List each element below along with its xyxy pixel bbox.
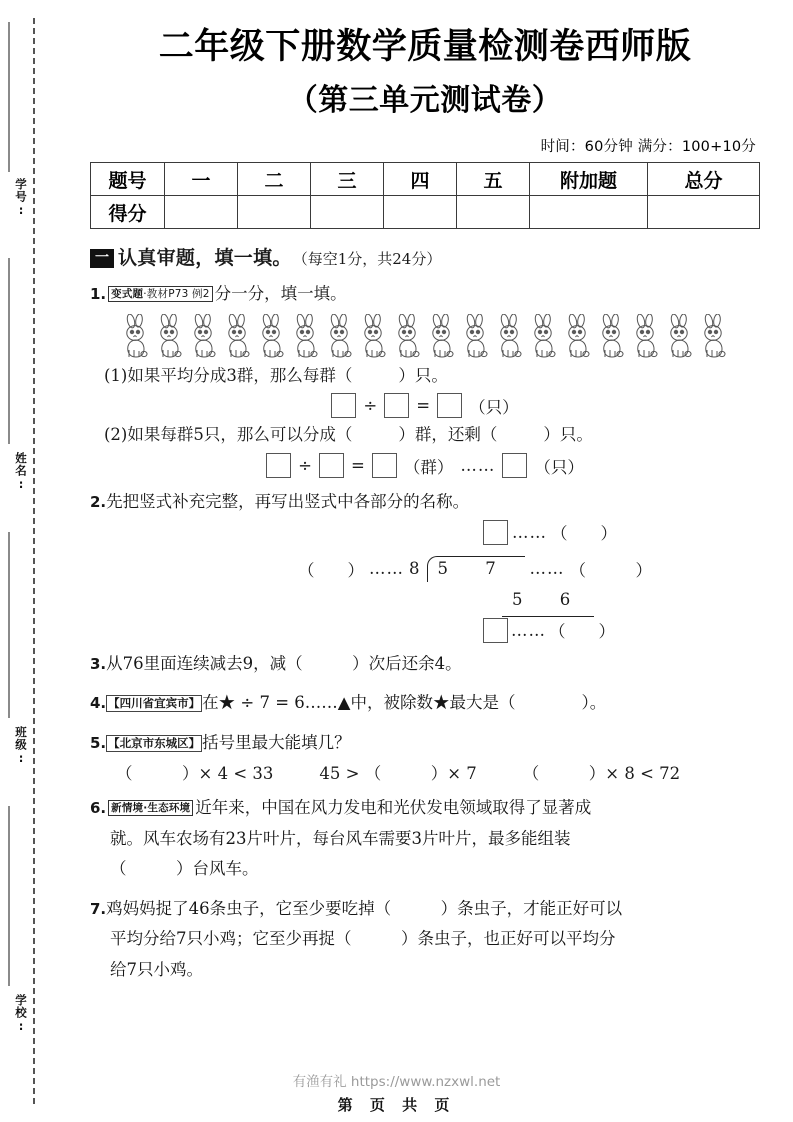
- exam-meta-info: 时间：60分钟 满分：100+10分: [540, 139, 756, 156]
- question-1-tag-label: 变式题: [111, 288, 144, 301]
- question-6-tag: [108, 800, 193, 816]
- question-7: [90, 894, 760, 925]
- long-division-quotient-line: [483, 520, 617, 545]
- question-6-line-3[interactable]: （ ）台风车。: [110, 859, 259, 879]
- question-1-sub-2-equation: [90, 453, 760, 478]
- seal-solid-line-2: [8, 258, 10, 444]
- question-1-sub-2-label: (2): [104, 425, 128, 445]
- question-7-line-2: 平均分给7只小鸡；它至少再捉（ ）条虫子，也正好可以平均分: [110, 929, 616, 949]
- answer-box[interactable]: [266, 453, 291, 478]
- divisor-dots: ……: [369, 559, 404, 579]
- score-cell-0[interactable]: [165, 196, 238, 229]
- seal-solid-line-3: [8, 532, 10, 718]
- answer-box[interactable]: [319, 453, 344, 478]
- rabbit-icon: [120, 314, 153, 359]
- score-table-col-1: 二: [238, 163, 311, 196]
- rabbit-icon: [698, 314, 731, 359]
- score-table-col-2: 三: [311, 163, 384, 196]
- question-5: [90, 728, 760, 759]
- question-1-number: 1.: [90, 285, 107, 304]
- score-table-row-label-0: 题号: [91, 163, 165, 196]
- table-row-header: [91, 163, 760, 196]
- question-7-line-3: 给7只小鸡。: [110, 959, 203, 979]
- quotient-name-blank[interactable]: （ ）: [551, 524, 617, 544]
- question-6-line-3-wrap: [90, 854, 760, 885]
- question-6-tag-label: 新情境: [111, 802, 144, 815]
- seal-solid-line-1: [8, 22, 10, 172]
- long-division-main-line: [298, 556, 652, 582]
- score-table-col-0: 一: [165, 163, 238, 196]
- question-7-line-2-wrap: [90, 924, 760, 955]
- question-5-item-3[interactable]: （ ）× 8 < 72: [522, 764, 681, 784]
- long-division-remainder-line: [483, 618, 615, 643]
- equals-sign: =: [351, 456, 365, 476]
- section-heading-1: [90, 243, 760, 270]
- score-cell-4[interactable]: [457, 196, 530, 229]
- seal-dashed-line: [33, 18, 35, 1104]
- score-cell-6[interactable]: [648, 196, 760, 229]
- rabbit-icon: [630, 314, 663, 359]
- question-2-stem: 先把竖式补充完整，再写出竖式中各部分的名称。: [106, 492, 470, 512]
- rabbit-icon: [460, 314, 493, 359]
- rabbit-icon: [392, 314, 425, 359]
- question-3: [90, 649, 760, 680]
- question-1-sub-1-equation: [90, 393, 760, 418]
- question-1-sub-1-text-a: 如果平均分成3群，那么每群（: [127, 365, 353, 385]
- rabbit-icon: [154, 314, 187, 359]
- rabbit-icon: [290, 314, 323, 359]
- division-bracket: [427, 556, 525, 582]
- section-points: （每空1分，共24分）: [292, 250, 442, 269]
- page-number-footer: 第 页 共 页: [337, 1096, 456, 1114]
- seal-label-class: 班级:: [14, 726, 28, 766]
- subtraction-rule-line: [502, 616, 594, 617]
- dividend-value: 5 7: [437, 558, 512, 578]
- score-table-col-5: 附加题: [530, 163, 648, 196]
- equals-sign: =: [416, 396, 431, 416]
- score-table: [90, 162, 760, 229]
- unit-label-group: （群）: [403, 457, 454, 477]
- question-4-region-tag: 【四川省宜宾市】: [108, 696, 201, 711]
- question-5-item-1[interactable]: （ ）× 4 < 33: [116, 764, 274, 784]
- question-2: [90, 487, 760, 518]
- question-4-number: 4.: [90, 694, 107, 713]
- remainder-name-blank[interactable]: （ ）: [549, 622, 615, 642]
- quotient-answer-box[interactable]: [483, 520, 508, 545]
- answer-box[interactable]: [502, 453, 527, 478]
- rabbit-icon: [562, 314, 595, 359]
- question-6: [90, 793, 760, 824]
- answer-box[interactable]: [372, 453, 397, 478]
- unit-label: （只）: [469, 397, 519, 417]
- dividend-name-blank[interactable]: （ ）: [569, 560, 652, 580]
- question-6-line-1: 近年来，中国在风力发电和光伏发电领域取得了显著成: [195, 798, 592, 818]
- answer-box[interactable]: [331, 393, 356, 418]
- question-4-text: 在★ ÷ 7 = 6……▲中，被除数★最大是（ ）。: [202, 693, 607, 713]
- score-cell-3[interactable]: [384, 196, 457, 229]
- rabbit-illustration-row: [90, 314, 760, 359]
- question-6-number: 6.: [90, 799, 107, 818]
- question-1-sub-2-text-b: ）群，还剩（: [398, 425, 498, 445]
- question-3-text: 从76里面连续减去9，减（ ）次后还余4。: [106, 653, 462, 673]
- question-5-number: 5.: [90, 733, 107, 752]
- question-1-sub-2-text-c: ）只。: [543, 425, 593, 445]
- left-margin-seal-zone: [0, 0, 62, 1122]
- question-1-sub-1: [90, 361, 760, 391]
- divisor-value: 8: [409, 559, 420, 579]
- page-subtitle: （第三单元测试卷）: [287, 83, 563, 119]
- question-7-line-3-wrap: [90, 955, 760, 986]
- question-2-number: 2.: [90, 493, 107, 512]
- long-division-diagram: [90, 520, 760, 640]
- question-5-items: [90, 760, 760, 784]
- quotient-dots: ……: [512, 522, 547, 542]
- question-1-tag-ref: ·教材P73 例2: [143, 288, 210, 301]
- rabbit-icon: [528, 314, 561, 359]
- question-4: [90, 688, 760, 719]
- rabbit-icon: [596, 314, 629, 359]
- rabbit-icon: [664, 314, 697, 359]
- seal-label-name: 姓名:: [14, 452, 28, 492]
- section-number-badge: 一: [90, 249, 114, 268]
- question-7-number: 7.: [90, 899, 107, 918]
- divisor-name-blank[interactable]: （ ）: [298, 560, 364, 580]
- question-3-number: 3.: [90, 654, 107, 673]
- question-1-sub-2: [90, 420, 760, 450]
- divide-sign: ÷: [298, 456, 312, 476]
- table-row-score: [91, 196, 760, 229]
- rabbit-icon: [222, 314, 255, 359]
- seal-label-student-id: 学号:: [14, 178, 28, 218]
- section-title: 认真审题，填一填。: [118, 247, 292, 270]
- remainder-dots: ……: [460, 456, 496, 476]
- subtraction-value: 5 6: [512, 589, 587, 609]
- unit-label-count: （只）: [534, 457, 584, 477]
- score-table-col-4: 五: [457, 163, 530, 196]
- rabbit-icon: [324, 314, 357, 359]
- question-6-line-2-wrap: [90, 824, 760, 855]
- answer-box[interactable]: [384, 393, 409, 418]
- rabbit-icon: [188, 314, 221, 359]
- page-title: 二年级下册数学质量检测卷西师版: [158, 27, 692, 67]
- question-1-sub-1-label: (1): [104, 365, 128, 385]
- score-cell-1[interactable]: [238, 196, 311, 229]
- seal-solid-line-4: [8, 806, 10, 986]
- rabbit-icon: [358, 314, 391, 359]
- rabbit-icon: [426, 314, 459, 359]
- question-7-line-1: 鸡妈妈捉了46条虫子，它至少要吃掉（ ）条虫子，才能正好可以: [106, 898, 623, 918]
- score-cell-2[interactable]: [311, 196, 384, 229]
- question-1-stem: 分一分，填一填。: [214, 284, 347, 304]
- answer-box[interactable]: [437, 393, 462, 418]
- score-cell-5[interactable]: [530, 196, 648, 229]
- remainder-dots: ……: [511, 620, 546, 640]
- divide-sign: ÷: [363, 396, 378, 416]
- score-table-row-label-1: 得分: [91, 196, 165, 229]
- remainder-answer-box[interactable]: [483, 618, 508, 643]
- question-1-tag: [108, 286, 212, 302]
- question-5-item-2[interactable]: 45 > （ ）× 7: [319, 764, 477, 784]
- score-table-col-6: 总分: [648, 163, 760, 196]
- dividend-dots: ……: [529, 559, 565, 579]
- watermark-text: 有渔有礼 https://www.nzxwl.net: [292, 1074, 501, 1090]
- question-5-text: 括号里最大能填几？: [202, 732, 351, 752]
- question-5-region-tag: 【北京市东城区】: [108, 735, 201, 750]
- rabbit-icon: [256, 314, 289, 359]
- rabbit-icon: [494, 314, 527, 359]
- question-6-line-2: 就。风车农场有23片叶片，每台风车需要3片叶片，最多能组装: [110, 828, 571, 848]
- seal-label-school: 学校:: [14, 994, 28, 1034]
- question-6-tag-ref: ·生态环境: [143, 802, 191, 815]
- score-table-col-3: 四: [384, 163, 457, 196]
- question-1-sub-1-text-b: ）只。: [398, 365, 448, 385]
- question-1: [90, 279, 760, 310]
- exam-page: [62, 0, 793, 1122]
- question-1-sub-2-text-a: 如果每群5只，那么可以分成（: [127, 425, 353, 445]
